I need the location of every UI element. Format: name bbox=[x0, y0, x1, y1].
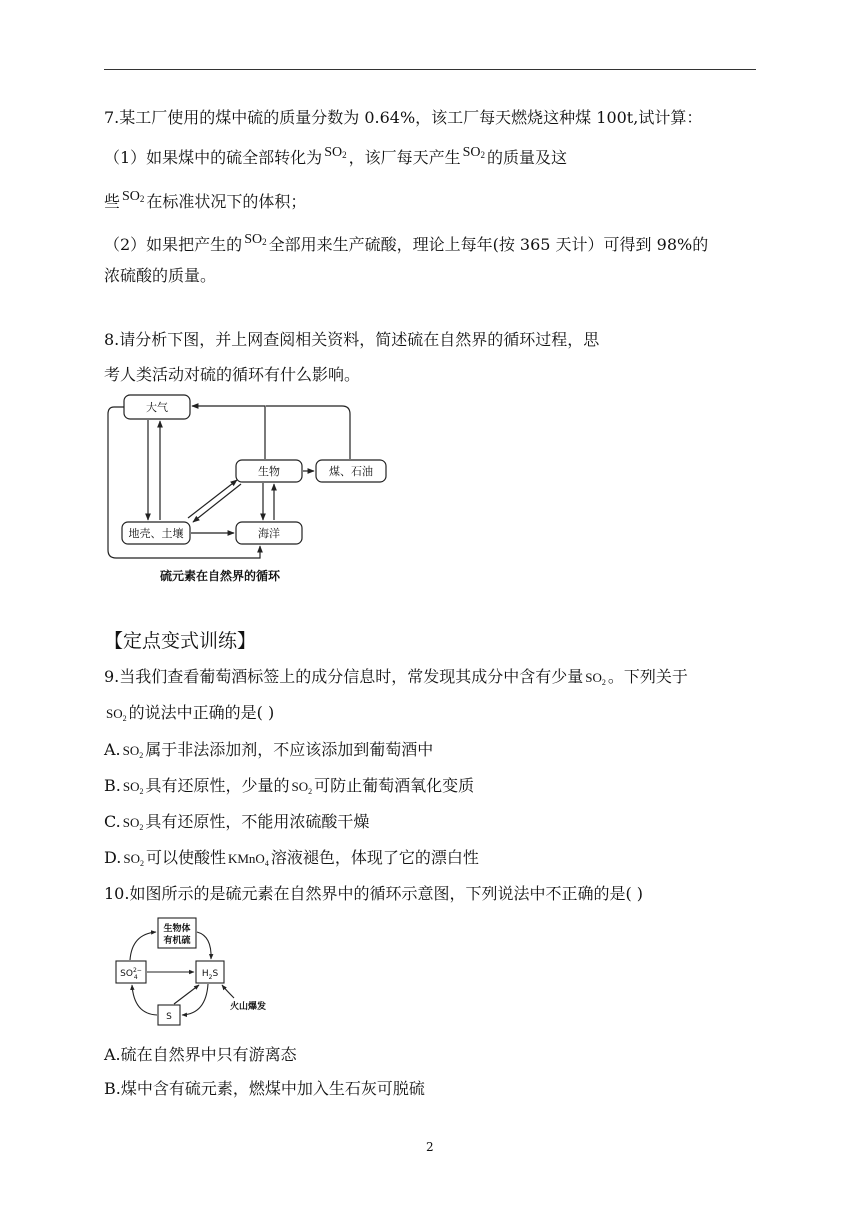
q7-line-4: （2）如果把产生的 $SO_2$ 全部用来生产硫酸，理论上每年(按 365 天计）可得到 98%的 bbox=[104, 232, 709, 254]
q7-line-1: 7.某工厂使用的煤中硫的质量分数为 0.64%，该工厂每天燃烧这种煤 100t,试计算： bbox=[104, 108, 703, 127]
so2-formula: $SO_2$ bbox=[462, 145, 486, 160]
sulfur-cycle-diagram bbox=[100, 390, 400, 590]
section-title: 【定点变式训练】 bbox=[104, 630, 257, 652]
so2-formula: $SO_2$ bbox=[122, 189, 145, 204]
so2-formula: $SO_2$ bbox=[244, 232, 267, 247]
h2s-label: $H_2S$ bbox=[201, 969, 219, 981]
q10-option-a: A.硫在自然界中只有游离态 bbox=[104, 1045, 297, 1064]
page-number: 2 bbox=[426, 1140, 434, 1154]
q9-option-c: C. $SO_2$ 具有还原性，不能用浓硫酸干燥 bbox=[104, 812, 370, 832]
so2-formula: $SO_2$ bbox=[122, 815, 144, 832]
q9-option-a: A. $SO_2$ 属于非法添加剂，不应该添加到葡萄酒中 bbox=[104, 740, 434, 760]
so2-formula: $SO_2$ bbox=[291, 779, 313, 796]
q10-option-b: B.煤中含有硫元素，燃煤中加入生石灰可脱硫 bbox=[104, 1079, 425, 1098]
so2-formula: $SO_2$ bbox=[123, 851, 144, 868]
q7-line-2: （1）如果煤中的硫全部转化为 $SO_2$ ，该厂每天产生 $SO_2$ 的质量及这 bbox=[104, 145, 568, 167]
q8-line-1: 8.请分析下图，并上网查阅相关资料，简述硫在自然界的循环过程，思 bbox=[104, 330, 600, 349]
so2-formula: $SO_2$ bbox=[106, 706, 127, 723]
q8-line-2: 考人类活动对硫的循环有什么影响。 bbox=[104, 365, 361, 384]
q9-line-1: 9.当我们查看葡萄酒标签上的成分信息时，常发现其成分中含有少量 $SO_2$ 。下列关于 bbox=[104, 667, 688, 687]
so2-formula: $SO_2$ bbox=[122, 779, 144, 796]
atmosphere-label: 大气 bbox=[146, 401, 168, 414]
header-rule bbox=[104, 69, 756, 70]
so2-formula: $SO_2$ bbox=[324, 145, 347, 160]
organic-label-2: 有机硫 bbox=[163, 936, 191, 946]
q7-line-5: 浓硫酸的质量。 bbox=[104, 266, 217, 285]
so2-formula: $SO_2$ bbox=[585, 670, 606, 687]
kmno4-formula: KMnO$_4$ bbox=[227, 851, 269, 868]
sulfate-label: $SO^{2-}$ 4 bbox=[120, 967, 142, 981]
crust-soil-label: 地壳、土壤 bbox=[128, 527, 184, 540]
organisms-label: 生物 bbox=[258, 465, 280, 478]
sulfur-cycle-small-diagram bbox=[108, 914, 268, 1030]
coal-oil-label: 煤、石油 bbox=[329, 465, 373, 478]
so2-formula: $SO_2$ bbox=[122, 743, 144, 760]
diagram-caption: 硫元素在自然界的循环 bbox=[159, 569, 281, 583]
organic-label-1: 生物体 bbox=[163, 924, 191, 934]
q10-line-1: 10.如图所示的是硫元素在自然界中的循环示意图，下列说法中不正确的是( ) bbox=[104, 884, 644, 903]
q9-line-2: $SO_2$ 的说法中正确的是( ) bbox=[106, 703, 275, 723]
sulfur-label: S bbox=[166, 1012, 172, 1022]
q7-line-3: 些 $SO_2$ 在标准状况下的体积； bbox=[104, 189, 307, 211]
ocean-label: 海洋 bbox=[258, 527, 280, 540]
q9-option-b: B. $SO_2$ 具有还原性，少量的 $SO_2$ 可防止葡萄酒氧化变质 bbox=[104, 776, 475, 796]
q9-option-d: D. $SO_2$ 可以使酸性 KMnO$_4$ 溶液褪色，体现了它的漂白性 bbox=[104, 848, 479, 868]
volcano-label: 火山爆发 bbox=[229, 1002, 267, 1012]
